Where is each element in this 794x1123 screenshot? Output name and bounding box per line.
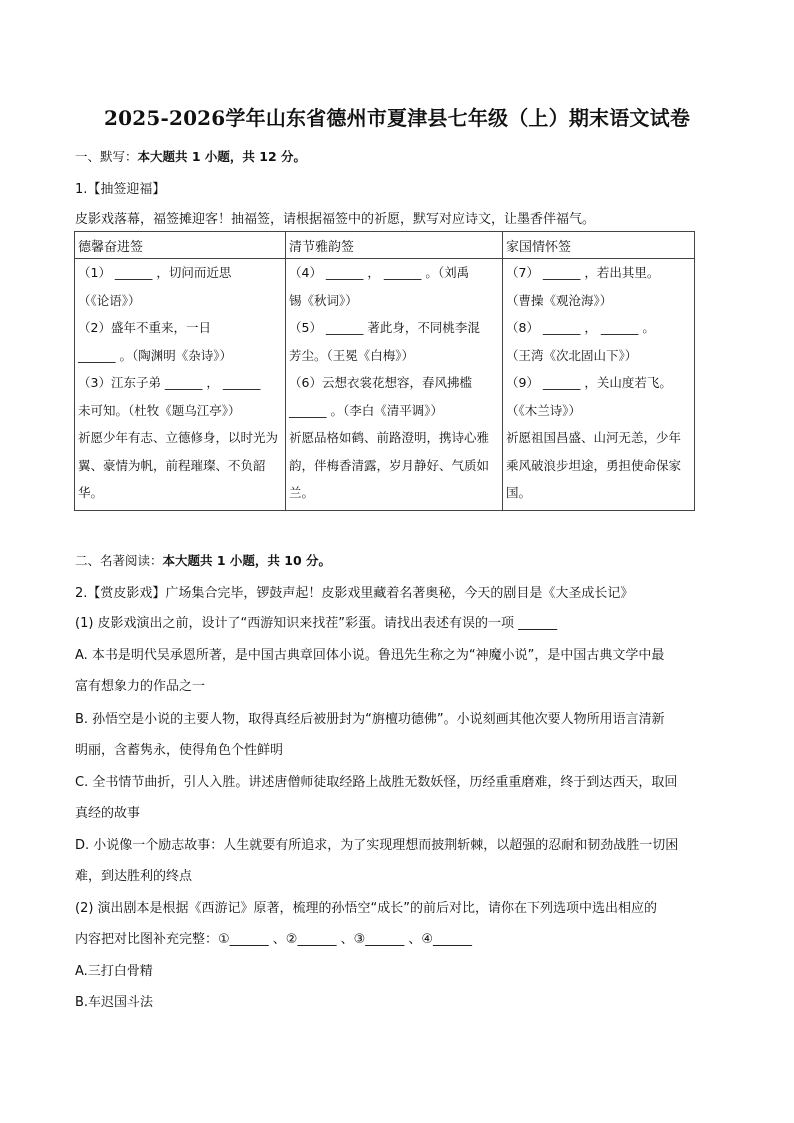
option-a-line2: 富有想象力的作品之一 (75, 679, 206, 694)
table-header-row (75, 232, 695, 259)
section-1-info: 本大题共 1 小题，共 12 分。 (137, 149, 307, 164)
section-2-info: 本大题共 1 小题，共 10 分。 (162, 553, 332, 568)
wish-text: 祈愿品格如鹤、前路澄明，携诗心雅韵，伴梅香清露，岁月静好、气质如兰。 (289, 430, 490, 500)
table-cell-col1 (75, 259, 286, 511)
table-header-cell: 德馨奋进签 (75, 232, 286, 259)
list-option-a: A.三打白骨精 (75, 964, 153, 979)
dictation-line: （5） ______ 著此身，不同桃李混 (289, 320, 480, 335)
section-2-prefix: 二、名著阅读： (75, 553, 163, 568)
dictation-line: （2）盛年不重来，一日 (78, 320, 211, 335)
fortune-sign-table (74, 231, 695, 511)
dictation-line: ______ 。（陶渊明《杂诗》） (78, 347, 232, 363)
option-d-line1: D. 小说像一个励志故事：人生就要有所追求，为了实现理想而披荆斩棘，以超强的忍耐和韧劲战胜一切困 (75, 838, 679, 853)
dictation-line: （7） ______ ，若出其里。 (506, 265, 660, 280)
option-b-line2: 明丽，含蓄隽永，使得角色个性鲜明 (75, 743, 284, 758)
option-b-line1: B. 孙悟空是小说的主要人物，取得真经后被册封为“旃檀功德佛”。小说刻画其他次要人物所用语言清新 (75, 712, 665, 727)
dictation-line: （8） ______ ， ______ 。 (506, 320, 655, 335)
question-2-heading: 2.【赏皮影戏】广场集合完毕，锣鼓声起！皮影戏里藏着名著奥秘，今天的剧目是《大圣成长记》 (75, 586, 634, 601)
section-1-header (75, 147, 306, 165)
dictation-line: （王湾《次北固山下》） (506, 347, 638, 363)
dictation-line: 未可知。（杜牧《题乌江亭》） (78, 402, 241, 418)
option-c-line1: C. 全书情节曲折，引人入胜。讲述唐僧师徒取经路上战胜无数妖怪，历经重重磨难，终于到达西天，取回 (75, 775, 678, 790)
dictation-line: （《论语》） (78, 292, 141, 308)
page-title: 2025-2026学年山东省德州市夏津县七年级（上）期末语文试卷 (103, 106, 691, 130)
option-c-line2: 真经的故事 (75, 806, 141, 821)
dictation-line: （6）云想衣裳花想容，春风拂槛 (289, 375, 472, 390)
dictation-line: ______ 。（李白《清平调》） (289, 402, 443, 418)
dictation-line: （《木兰诗》） (506, 402, 582, 418)
dictation-line: （9） ______ ，关山度若飞。 (506, 375, 672, 390)
wish-text: 祈愿少年有志、立德修身，以时光为翼、豪情为帆，前程璀璨、不负韶华。 (78, 430, 279, 500)
table-cell-col2 (286, 259, 503, 511)
question-1-heading: 1.【抽签迎福】 (75, 182, 166, 197)
dictation-line: （4） ______ ， ______ 。（刘禹 (289, 265, 470, 280)
dictation-line: （1） ______ ，切问而近思 (78, 265, 232, 280)
dictation-line: 芳尘。（王冕《白梅》） (289, 347, 415, 363)
option-d-line2: 难，到达胜利的终点 (75, 869, 193, 884)
dictation-line: （曹操《观沧海》） (506, 292, 613, 308)
table-row (75, 259, 695, 511)
question-2-sub2-line1: (2) 演出剧本是根据《西游记》原著，梳理的孙悟空“成长”的前后对比，请你在下列选项中选出相应的 (75, 901, 658, 916)
section-1-prefix: 一、默写： (75, 149, 138, 164)
list-option-b: B.车迟国斗法 (75, 995, 154, 1010)
table-cell-col3 (503, 259, 695, 511)
section-2-header (75, 551, 331, 569)
question-2-sub1: (1) 皮影戏演出之前，设计了“西游知识来找茬”彩蛋。请找出表述有误的一项 ______ (75, 616, 558, 631)
dictation-line: 锡《秋词》） (289, 292, 358, 308)
table-header-cell: 清节雅韵签 (286, 232, 503, 259)
table-header-cell: 家国情怀签 (503, 232, 695, 259)
wish-text: 祈愿祖国昌盛、山河无恙，少年乘风破浪步坦途，勇担使命保家国。 (506, 430, 682, 500)
dictation-line: （3）江东子弟 ______ ， ______ (78, 375, 261, 390)
question-1-intro: 皮影戏落幕，福签摊迎客！抽福签，请根据福签中的祈愿，默写对应诗文，让墨香伴福气。 (75, 212, 596, 227)
question-2-sub2-line2: 内容把对比图补充完整：①______ 、②______ 、③______ 、④______ (75, 932, 473, 947)
option-a-line1: A. 本书是明代吴承恩所著，是中国古典章回体小说。鲁迅先生称之为“神魔小说”，是中国古典文学中最 (75, 648, 665, 663)
